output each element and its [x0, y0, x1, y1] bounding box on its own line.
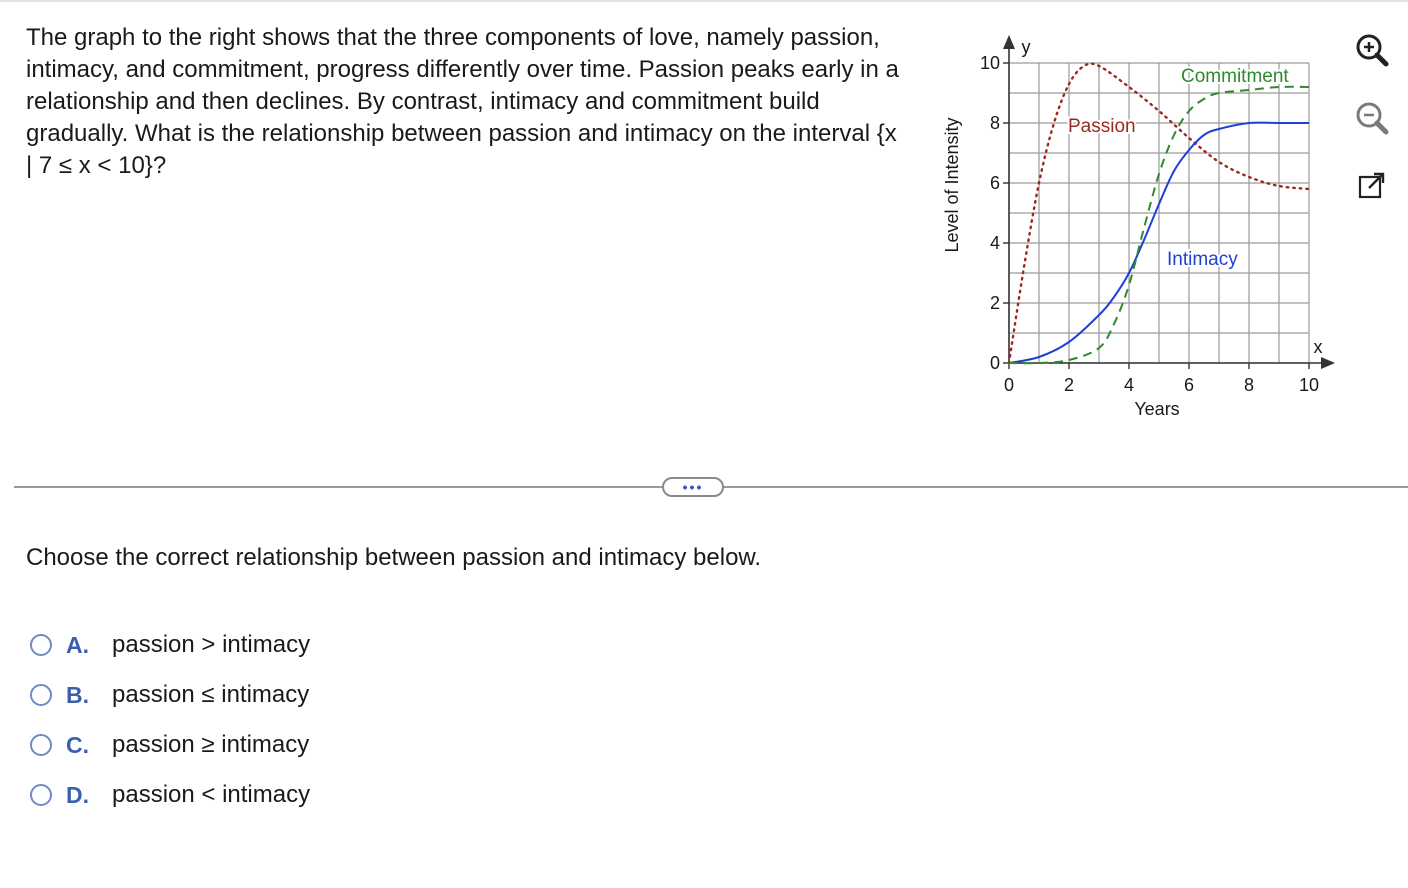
commitment-label: Commitment [1181, 66, 1289, 87]
option-text: passion < intimacy [112, 781, 311, 808]
radio-b[interactable] [30, 684, 52, 706]
top-rule [0, 0, 1408, 2]
x-tick-label: 6 [1183, 375, 1195, 395]
y-axis-title: Level of Intensity [942, 117, 962, 253]
x-axis-title: Years [1134, 399, 1180, 419]
option-c[interactable] [30, 720, 310, 770]
y-tick-label: 8 [989, 113, 1000, 133]
x-axis-letter: x [1313, 337, 1323, 357]
answer-prompt: Choose the correct relationship between passion and intimacy below. [26, 544, 762, 571]
question-text: The graph to the right shows that the three components of love, namely passion, intimacy, and commitment, progress differently over time. Passion peaks early in a relationship and then declines. By contrast, intimacy and commitment build gradually. What is the relationship between passion and intimacy on the interval {x | 7 ≤ x < 10}? [26, 24, 899, 179]
radio-d[interactable] [30, 784, 52, 806]
option-text: passion ≤ intimacy [112, 681, 310, 708]
x-axis-arrow [1321, 357, 1335, 369]
option-letter: A. [66, 631, 89, 658]
x-tick-label: 4 [1123, 375, 1135, 395]
x-tick-label: 2 [1063, 375, 1075, 395]
chart-svg [930, 25, 1350, 435]
zoom-out-button[interactable] [1352, 98, 1392, 138]
more-options-button[interactable]: ••• [662, 477, 724, 497]
option-letter: D. [66, 781, 89, 808]
y-tick-label: 0 [989, 353, 1000, 373]
y-axis-letter: y [1021, 37, 1031, 57]
option-text: passion ≥ intimacy [112, 731, 310, 758]
option-text: passion > intimacy [112, 631, 311, 658]
popout-icon [1357, 171, 1387, 201]
zoom-out-icon [1354, 100, 1390, 136]
popout-button[interactable] [1352, 166, 1392, 206]
y-tick-label: 6 [989, 173, 1000, 193]
option-d[interactable] [30, 770, 310, 820]
radio-c[interactable] [30, 734, 52, 756]
y-tick-label: 4 [989, 233, 1000, 253]
x-tick-label: 10 [1298, 375, 1320, 395]
option-a[interactable] [30, 620, 310, 670]
zoom-in-icon [1354, 32, 1390, 68]
love-components-graph [930, 25, 1350, 435]
option-b[interactable] [30, 670, 310, 720]
answer-options [30, 620, 310, 820]
intimacy-label: Intimacy [1167, 249, 1238, 270]
option-letter: B. [66, 681, 89, 708]
zoom-in-button[interactable] [1352, 30, 1392, 70]
radio-a[interactable] [30, 634, 52, 656]
option-letter: C. [66, 731, 89, 758]
y-axis-arrow [1003, 35, 1015, 49]
x-tick-label: 0 [1003, 375, 1015, 395]
y-tick-label: 2 [989, 293, 1000, 313]
passion-label: Passion [1068, 116, 1136, 137]
x-tick-label: 8 [1243, 375, 1255, 395]
y-tick-label: 10 [979, 53, 1000, 73]
